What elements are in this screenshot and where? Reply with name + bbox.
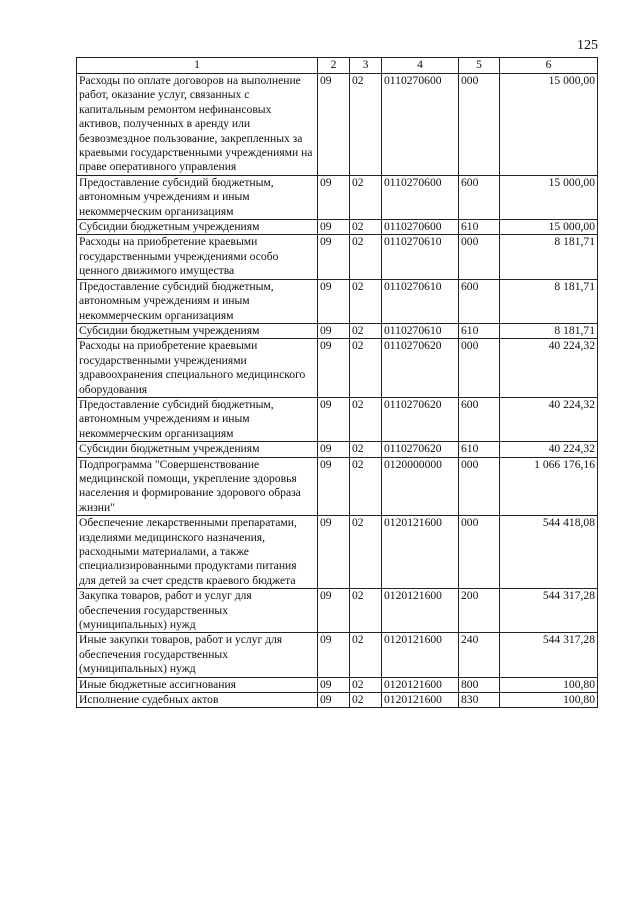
- expense-type-cell: 000: [459, 235, 500, 279]
- amount-cell: 544 317,28: [500, 589, 598, 633]
- expense-name-cell: Субсидии бюджетным учреждениям: [77, 442, 318, 457]
- expense-name-cell: Расходы на приобретение краевыми государственными учреждениями здравоохранения специального медицинского оборудования: [77, 339, 318, 398]
- table-row: [77, 175, 598, 219]
- subsection-code-cell: 02: [350, 677, 382, 692]
- subsection-code-cell: 02: [350, 633, 382, 677]
- expense-name-cell: Предоставление субсидий бюджетным, автономным учреждениям и иным некоммерческим организациям: [77, 397, 318, 441]
- expense-type-cell: 600: [459, 175, 500, 219]
- target-article-cell: 0120121600: [382, 589, 459, 633]
- section-code-cell: 09: [318, 74, 350, 176]
- expense-type-cell: 600: [459, 279, 500, 323]
- target-article-cell: 0110270620: [382, 339, 459, 398]
- amount-cell: 15 000,00: [500, 175, 598, 219]
- expense-type-cell: 610: [459, 220, 500, 235]
- section-code-cell: 09: [318, 339, 350, 398]
- expense-type-cell: 240: [459, 633, 500, 677]
- expense-name-cell: Предоставление субсидий бюджетным, автономным учреждениям и иным некоммерческим организациям: [77, 175, 318, 219]
- expense-name-cell: Обеспечение лекарственными препаратами, изделиями медицинского назначения, расходными материалами, а также специализированными продуктами питания для детей за счет средств краевого бюджета: [77, 516, 318, 589]
- amount-cell: 15 000,00: [500, 74, 598, 176]
- table-row: [77, 457, 598, 516]
- amount-cell: 40 224,32: [500, 339, 598, 398]
- amount-cell: 15 000,00: [500, 220, 598, 235]
- target-article-cell: 0110270610: [382, 235, 459, 279]
- subsection-code-cell: 02: [350, 442, 382, 457]
- expense-name-cell: Иные бюджетные ассигнования: [77, 677, 318, 692]
- amount-cell: 100,80: [500, 677, 598, 692]
- subsection-code-cell: 02: [350, 74, 382, 176]
- section-code-cell: 09: [318, 693, 350, 708]
- amount-cell: 1 066 176,16: [500, 457, 598, 516]
- table-row: [77, 339, 598, 398]
- budget-table: [76, 57, 598, 708]
- section-code-cell: 09: [318, 516, 350, 589]
- table-row: [77, 693, 598, 708]
- subsection-code-cell: 02: [350, 220, 382, 235]
- table-row: [77, 235, 598, 279]
- target-article-cell: 0110270610: [382, 323, 459, 338]
- section-code-cell: 09: [318, 589, 350, 633]
- header-cell-4: 4: [382, 58, 459, 74]
- target-article-cell: 0120121600: [382, 633, 459, 677]
- expense-type-cell: 200: [459, 589, 500, 633]
- subsection-code-cell: 02: [350, 589, 382, 633]
- expense-type-cell: 800: [459, 677, 500, 692]
- table-row: [77, 220, 598, 235]
- target-article-cell: 0110270600: [382, 175, 459, 219]
- expense-type-cell: 830: [459, 693, 500, 708]
- header-row: [77, 58, 598, 74]
- section-code-cell: 09: [318, 323, 350, 338]
- expense-name-cell: Расходы по оплате договоров на выполнение работ, оказание услуг, связанных с капитальным ремонтом нефинансовых активов, полученных в аренду или безвозмездное пользование, закрепленных за краевыми государственными учреждениями на праве оперативного управления: [77, 74, 318, 176]
- expense-type-cell: 610: [459, 323, 500, 338]
- amount-cell: 544 317,28: [500, 633, 598, 677]
- section-code-cell: 09: [318, 457, 350, 516]
- amount-cell: 40 224,32: [500, 397, 598, 441]
- amount-cell: 544 418,08: [500, 516, 598, 589]
- expense-name-cell: Закупка товаров, работ и услуг для обеспечения государственных (муниципальных) нужд: [77, 589, 318, 633]
- target-article-cell: 0110270620: [382, 442, 459, 457]
- section-code-cell: 09: [318, 235, 350, 279]
- amount-cell: 40 224,32: [500, 442, 598, 457]
- target-article-cell: 0120000000: [382, 457, 459, 516]
- target-article-cell: 0110270610: [382, 279, 459, 323]
- expense-name-cell: Расходы на приобретение краевыми государственными учреждениями особо ценного движимого имущества: [77, 235, 318, 279]
- subsection-code-cell: 02: [350, 693, 382, 708]
- expense-name-cell: Иные закупки товаров, работ и услуг для обеспечения государственных (муниципальных) нужд: [77, 633, 318, 677]
- table-row: [77, 397, 598, 441]
- amount-cell: 8 181,71: [500, 279, 598, 323]
- target-article-cell: 0120121600: [382, 677, 459, 692]
- expense-type-cell: 000: [459, 516, 500, 589]
- target-article-cell: 0120121600: [382, 693, 459, 708]
- expense-type-cell: 000: [459, 74, 500, 176]
- header-cell-6: 6: [500, 58, 598, 74]
- section-code-cell: 09: [318, 442, 350, 457]
- expense-name-cell: Предоставление субсидий бюджетным, автономным учреждениям и иным некоммерческим организациям: [77, 279, 318, 323]
- subsection-code-cell: 02: [350, 279, 382, 323]
- subsection-code-cell: 02: [350, 516, 382, 589]
- amount-cell: 8 181,71: [500, 323, 598, 338]
- amount-cell: 100,80: [500, 693, 598, 708]
- header-cell-5: 5: [459, 58, 500, 74]
- target-article-cell: 0110270620: [382, 397, 459, 441]
- header-cell-2: 2: [318, 58, 350, 74]
- table-row: [77, 442, 598, 457]
- table-row: [77, 279, 598, 323]
- subsection-code-cell: 02: [350, 457, 382, 516]
- page-number: 125: [577, 38, 598, 53]
- section-code-cell: 09: [318, 279, 350, 323]
- expense-name-cell: Субсидии бюджетным учреждениям: [77, 220, 318, 235]
- table-row: [77, 589, 598, 633]
- table-row: [77, 677, 598, 692]
- table-row: [77, 633, 598, 677]
- header-cell-1: 1: [77, 58, 318, 74]
- expense-name-cell: Субсидии бюджетным учреждениям: [77, 323, 318, 338]
- subsection-code-cell: 02: [350, 323, 382, 338]
- expense-name-cell: Подпрограмма "Совершенствование медицинской помощи, укрепление здоровья населения и формирование здорового образа жизни": [77, 457, 318, 516]
- subsection-code-cell: 02: [350, 339, 382, 398]
- target-article-cell: 0110270600: [382, 74, 459, 176]
- subsection-code-cell: 02: [350, 175, 382, 219]
- target-article-cell: 0120121600: [382, 516, 459, 589]
- table-row: [77, 74, 598, 176]
- section-code-cell: 09: [318, 397, 350, 441]
- expense-type-cell: 000: [459, 339, 500, 398]
- expense-name-cell: Исполнение судебных актов: [77, 693, 318, 708]
- section-code-cell: 09: [318, 633, 350, 677]
- expense-type-cell: 610: [459, 442, 500, 457]
- expense-type-cell: 000: [459, 457, 500, 516]
- amount-cell: 8 181,71: [500, 235, 598, 279]
- subsection-code-cell: 02: [350, 235, 382, 279]
- table-row: [77, 323, 598, 338]
- target-article-cell: 0110270600: [382, 220, 459, 235]
- section-code-cell: 09: [318, 220, 350, 235]
- subsection-code-cell: 02: [350, 397, 382, 441]
- table-row: [77, 516, 598, 589]
- table-body: [77, 74, 598, 708]
- section-code-cell: 09: [318, 677, 350, 692]
- expense-type-cell: 600: [459, 397, 500, 441]
- section-code-cell: 09: [318, 175, 350, 219]
- header-cell-3: 3: [350, 58, 382, 74]
